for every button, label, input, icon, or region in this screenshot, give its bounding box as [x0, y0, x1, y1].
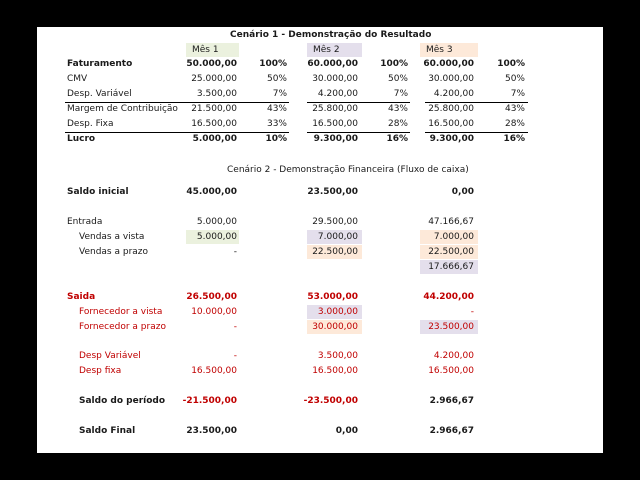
cashflow-cell-m3[interactable]: 44.200,00 [423, 292, 474, 302]
cashflow-cell-m3[interactable]: 7.000,00 [433, 232, 474, 242]
cashflow-row-label[interactable]: Saldo Final [79, 426, 136, 436]
cashflow-cell-m2[interactable]: 0,00 [335, 426, 358, 436]
cashflow-row-label[interactable]: Fornecedor a prazo [79, 322, 166, 332]
cashflow-cell-m2[interactable]: 3.000,00 [317, 307, 358, 317]
dre-cell-p2[interactable]: 50% [387, 74, 408, 84]
dre-cell-m2[interactable]: 9.300,00 [313, 134, 358, 144]
dre-cell-m3[interactable]: 60.000,00 [423, 59, 474, 69]
dre-cell-p2[interactable]: 100% [380, 59, 408, 69]
dre-row-label[interactable]: Faturamento [67, 59, 133, 69]
dre-cell-p1[interactable]: 43% [266, 104, 287, 114]
cashflow-cell-m3[interactable]: 22.500,00 [428, 247, 474, 257]
cashflow-cell-m2[interactable]: 53.000,00 [307, 292, 358, 302]
dre-cell-p3[interactable]: 43% [504, 104, 525, 114]
cashflow-cell-m3[interactable]: - [470, 307, 474, 317]
cashflow-cell-m2[interactable]: 7.000,00 [317, 232, 358, 242]
cashflow-row-label[interactable]: Entrada [67, 217, 103, 227]
dre-cell-p2[interactable]: 28% [387, 119, 408, 129]
dre-cell-m2[interactable]: 30.000,00 [312, 74, 358, 84]
dre-cell-m3[interactable]: 4.200,00 [433, 89, 474, 99]
dre-cell-p1[interactable]: 33% [266, 119, 287, 129]
dre-cell-m2[interactable]: 4.200,00 [317, 89, 358, 99]
cashflow-cell-m3[interactable]: 2.966,67 [429, 426, 474, 436]
cashflow-cell-m1[interactable]: - [233, 247, 237, 257]
dre-cell-p1[interactable]: 10% [265, 134, 287, 144]
month-3-header[interactable]: Mês 3 [426, 45, 453, 55]
dre-cell-m2[interactable]: 60.000,00 [307, 59, 358, 69]
dre-cell-m1[interactable]: 50.000,00 [186, 59, 237, 69]
cashflow-cell-m1[interactable]: - [233, 322, 237, 332]
cashflow-cell-m3[interactable]: 23.500,00 [428, 322, 474, 332]
cashflow-row-label[interactable]: Saldo do período [79, 396, 166, 406]
dre-cell-m3[interactable]: 9.300,00 [429, 134, 474, 144]
cashflow-cell-m1[interactable]: 26.500,00 [186, 292, 237, 302]
cashflow-row-label[interactable]: Vendas a vista [79, 232, 145, 242]
dre-cell-m3[interactable]: 25.800,00 [428, 104, 474, 114]
dre-row-label[interactable]: Margem de Contribuição [67, 104, 178, 114]
cashflow-cell-m2[interactable]: 3.500,00 [317, 351, 358, 361]
cashflow-cell-m3[interactable]: 47.166,67 [428, 217, 474, 227]
dre-cell-p2[interactable]: 16% [386, 134, 408, 144]
dre-cell-p3[interactable]: 16% [503, 134, 525, 144]
cashflow-cell-m3[interactable]: 16.500,00 [428, 366, 474, 376]
cashflow-cell-m2[interactable]: -23.500,00 [303, 396, 358, 406]
cashflow-cell-m1[interactable]: 10.000,00 [191, 307, 237, 317]
cashflow-cell-m1[interactable]: 5.000,00 [196, 232, 237, 242]
scenario1-title: Cenário 1 - Demonstração do Resultado [230, 30, 432, 40]
cashflow-cell-m3[interactable]: 4.200,00 [433, 351, 474, 361]
dre-cell-p1[interactable]: 7% [272, 89, 287, 99]
cashflow-cell-m1[interactable]: 45.000,00 [186, 187, 237, 197]
dre-cell-p3[interactable]: 28% [504, 119, 525, 129]
dre-row-label[interactable]: Desp. Variável [67, 89, 132, 99]
cashflow-cell-m1[interactable]: -21.500,00 [182, 396, 237, 406]
scenario2-title: Cenário 2 - Demonstração Financeira (Fluxo de caixa) [227, 165, 469, 175]
cashflow-row-label[interactable]: Saida [67, 292, 96, 302]
dre-cell-m1[interactable]: 25.000,00 [191, 74, 237, 84]
dre-row-label[interactable]: Lucro [67, 134, 96, 144]
cashflow-cell-m3[interactable]: 2.966,67 [429, 396, 474, 406]
cashflow-cell-m1[interactable]: - [233, 351, 237, 361]
spreadsheet-sheet [37, 27, 603, 453]
cashflow-cell-m2[interactable]: 23.500,00 [307, 187, 358, 197]
dre-cell-m2[interactable]: 16.500,00 [312, 119, 358, 129]
dre-row-label[interactable]: Desp. Fixa [67, 119, 114, 129]
dre-cell-p1[interactable]: 50% [266, 74, 287, 84]
cashflow-cell-m2[interactable]: 16.500,00 [312, 366, 358, 376]
dre-cell-m1[interactable]: 5.000,00 [192, 134, 237, 144]
cashflow-row-label[interactable]: Fornecedor a vista [79, 307, 163, 317]
dre-row-label[interactable]: CMV [67, 74, 88, 84]
dre-cell-p3[interactable]: 7% [510, 89, 525, 99]
month-1-header[interactable]: Mês 1 [192, 45, 219, 55]
dre-cell-p3[interactable]: 50% [504, 74, 525, 84]
dre-cell-m1[interactable]: 16.500,00 [191, 119, 237, 129]
cashflow-cell-m2[interactable]: 29.500,00 [312, 217, 358, 227]
dre-cell-m3[interactable]: 16.500,00 [428, 119, 474, 129]
dre-cell-m1[interactable]: 3.500,00 [196, 89, 237, 99]
dre-cell-m1[interactable]: 21.500,00 [191, 104, 237, 114]
dre-cell-m3[interactable]: 30.000,00 [428, 74, 474, 84]
dre-cell-p2[interactable]: 43% [387, 104, 408, 114]
month-2-header[interactable]: Mês 2 [313, 45, 340, 55]
cashflow-row-label[interactable]: Vendas a prazo [79, 247, 149, 257]
dre-cell-p1[interactable]: 100% [259, 59, 287, 69]
dre-cell-p2[interactable]: 7% [393, 89, 408, 99]
cashflow-row-label[interactable]: Desp Variável [79, 351, 141, 361]
cashflow-cell-m1[interactable]: 23.500,00 [186, 426, 237, 436]
dre-cell-m2[interactable]: 25.800,00 [312, 104, 358, 114]
cashflow-row-label[interactable]: Desp fixa [79, 366, 122, 376]
cashflow-row-label[interactable]: Saldo inicial [67, 187, 129, 197]
cashflow-cell-m3[interactable]: 0,00 [451, 187, 474, 197]
cashflow-cell-m1[interactable]: 5.000,00 [196, 217, 237, 227]
cashflow-cell-m1[interactable]: 16.500,00 [191, 366, 237, 376]
cashflow-cell-m3[interactable]: 17.666,67 [428, 262, 474, 272]
cashflow-cell-m2[interactable]: 22.500,00 [312, 247, 358, 257]
cashflow-cell-m2[interactable]: 30.000,00 [312, 322, 358, 332]
dre-cell-p3[interactable]: 100% [497, 59, 525, 69]
